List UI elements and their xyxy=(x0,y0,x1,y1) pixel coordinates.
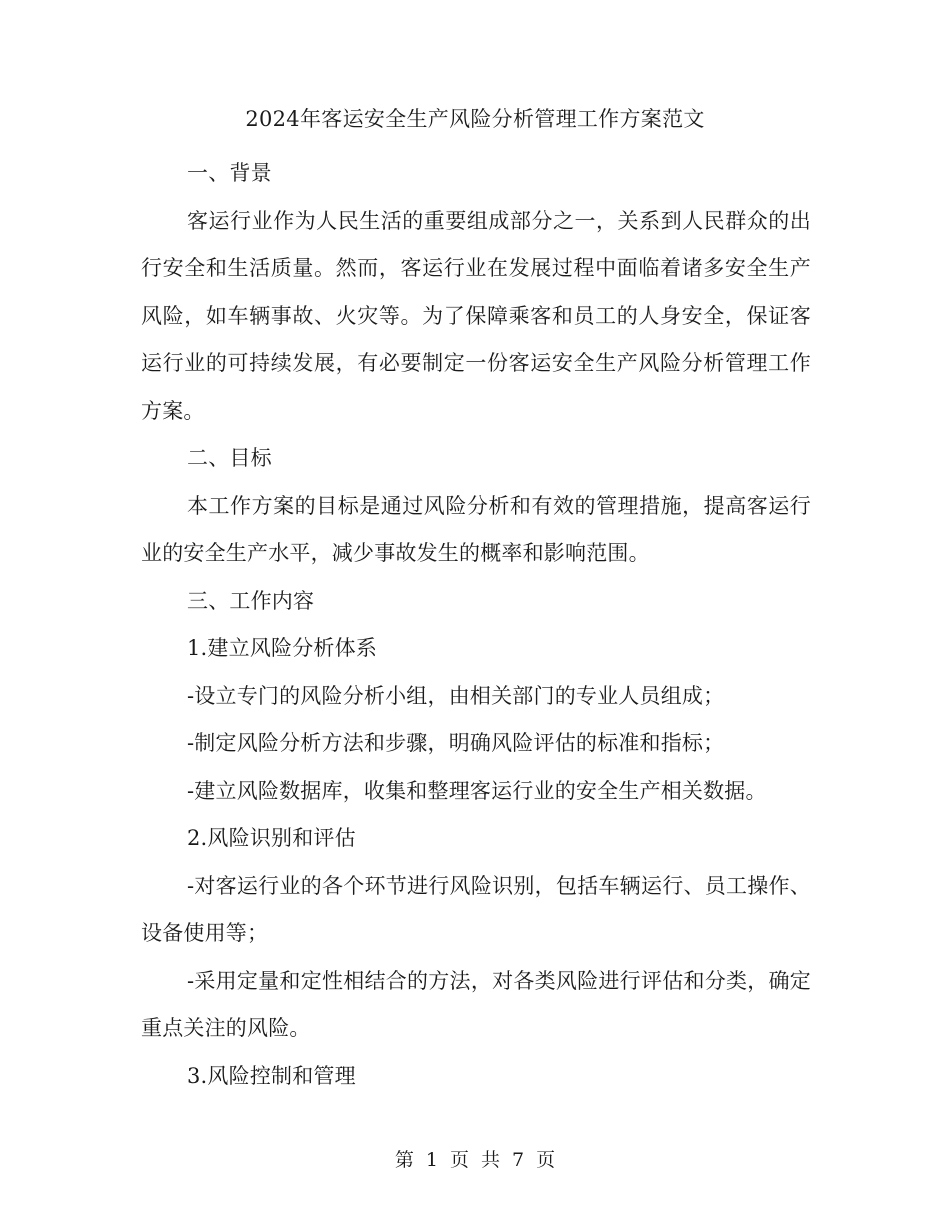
section-heading-goal: 二、目标 xyxy=(187,446,272,470)
list-item: -设立专门的风险分析小组，由相关部门的专业人员组成； xyxy=(187,683,725,708)
list-item: -对客运行业的各个环节进行风险识别，包括车辆运行、员工操作、设备使用等； xyxy=(141,873,811,945)
list-item: -采用定量和定性相结合的方法，对各类风险进行评估和分类，确定重点关注的风险。 xyxy=(141,968,811,1040)
document-title: 2024年客运安全生产风险分析管理工作方案范文 xyxy=(245,107,705,131)
subheading-risk-control: 3.风险控制和管理 xyxy=(187,1063,356,1088)
paragraph-background: 客运行业作为人民生活的重要组成部分之一，关系到人民群众的出行安全和生活质量。然而，客运行业在发展过程中面临着诸多安全生产风险，如车辆事故、火灾等。为了保障乘客和员工的人身安全，保证客运行业的可持续发展，有必要制定一份客运安全生产风险分析管理工作方案。 xyxy=(141,208,811,423)
section-heading-background: 一、背景 xyxy=(187,161,272,185)
list-item: -建立风险数据库，收集和整理客运行业的安全生产相关数据。 xyxy=(187,778,767,803)
subheading-risk-identification: 2.风险识别和评估 xyxy=(187,826,356,850)
document-body xyxy=(141,150,811,1100)
section-heading-work-content: 三、工作内容 xyxy=(187,588,315,613)
page-number-footer: 第 1 页 共 7 页 xyxy=(394,1149,556,1171)
paragraph-goal: 本工作方案的目标是通过风险分析和有效的管理措施，提高客运行业的安全生产水平，减少事故发生的概率和影响范围。 xyxy=(141,493,811,565)
subheading-risk-system: 1.建立风险分析体系 xyxy=(187,636,378,660)
list-item: -制定风险分析方法和步骤，明确风险评估的标准和指标； xyxy=(187,731,725,755)
